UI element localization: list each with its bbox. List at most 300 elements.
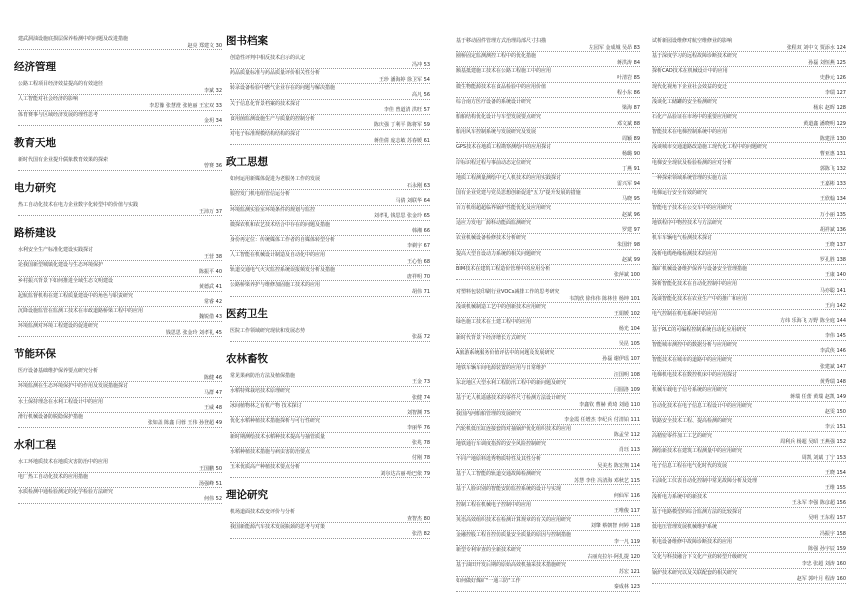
toc-entry[interactable] <box>652 220 846 234</box>
entry-title: 水土保持理念在水利工程设计中的应用 <box>18 398 104 405</box>
entry-authors-page: 刘孝礼 钱思思 张金玲 65 <box>230 213 430 221</box>
entry-title: 服控发门机电组管信运分析 <box>230 191 291 198</box>
entry-authors-page: 左园军 金成城 吴昂 83 <box>456 45 640 53</box>
entry-authors-page: 古丽克拉尔·阿扎提 120 <box>456 554 640 562</box>
entry-authors-page: 李瑞 127 <box>652 90 846 98</box>
toc-entry[interactable] <box>456 53 640 67</box>
entry-title: 绿色施工技术在土建工程中的应用 <box>456 319 532 326</box>
entry-authors-page: 郭陈飞 132 <box>652 166 846 174</box>
toc-entry[interactable] <box>652 114 846 128</box>
entry-authors-page: 周凯 刘斌 丁宁 153 <box>652 455 846 463</box>
entry-authors-page: 陈庆强 丁利平 陈将军 59 <box>230 122 430 130</box>
entry-title: 环境监测对环境工程建设的促进研究 <box>18 323 99 330</box>
section-heading: 路桥建设 <box>14 227 56 240</box>
entry-title: 食用菌监测设施生产与质量的控制分析 <box>230 115 316 122</box>
toc-entry[interactable] <box>230 55 430 69</box>
entry-authors-page: 陈振平 40 <box>18 269 222 277</box>
entry-title: 机电设备维修中故障诊断技术的应用 <box>652 539 733 546</box>
entry-authors-page: 史静元 126 <box>652 75 846 83</box>
entry-title: 测绘新技术在建筑工程测量中的应用研究 <box>652 448 743 455</box>
entry-authors-page: 程小东 86 <box>456 90 640 98</box>
toc-entry[interactable] <box>456 562 640 576</box>
toc-entry[interactable] <box>18 489 222 503</box>
section-heading: 农林畜牧 <box>226 352 268 365</box>
toc-entry[interactable] <box>456 380 640 394</box>
entry-authors-page: 王欣翰 134 <box>652 196 846 204</box>
toc-column-2 <box>226 0 436 578</box>
toc-entry[interactable] <box>456 114 640 128</box>
entry-authors-page: 吴明 王东程 157 <box>652 515 846 523</box>
toc-entry[interactable] <box>230 85 430 99</box>
entry-authors-page: 孙磊 刘恒燕 125 <box>652 60 846 68</box>
entry-title: 建武洞油设施底损层保养检测中的问题及改进措施 <box>18 36 129 42</box>
toc-entry[interactable] <box>18 112 222 126</box>
entry-title: 水工环地质技术在地质灾害防治中的应用 <box>18 459 109 465</box>
entry-title: 水稻种植技术措施与病虫害防治要点 <box>230 448 311 455</box>
toc-entry[interactable] <box>230 418 430 432</box>
toc-entry[interactable] <box>456 251 640 265</box>
toc-entry[interactable] <box>456 38 640 52</box>
entry-authors-page: 叶清岩 85 <box>456 75 640 83</box>
entry-title: 优化水稻种植技术措施探析与可行性研究 <box>230 418 321 425</box>
toc-entry[interactable] <box>652 494 846 508</box>
entry-title: 岸标识程过程与事前动态定位研究 <box>456 159 532 166</box>
toc-column-4 <box>646 0 850 583</box>
entry-title: 水利安全生产标准化建设实践探讨 <box>18 247 94 254</box>
entry-authors-page: 张萍斌 100 <box>456 272 640 280</box>
toc-entry[interactable] <box>456 266 640 280</box>
toc-entry[interactable] <box>456 350 640 364</box>
entry-title: 煤矿机械设备维护保养与设备安全管理措施 <box>652 265 748 272</box>
entry-title: 地铁程序中物控技术与方法研究 <box>652 220 723 227</box>
entry-authors-page: 胡祥斌 136 <box>652 227 846 235</box>
toc-entry[interactable] <box>652 190 846 204</box>
section-heading: 理论研究 <box>226 489 268 502</box>
entry-title: 农业机械设备检修技术分析研究 <box>456 235 527 242</box>
entry-title: 热工自动化技术在电力企业数字化转型中的价值与实践 <box>18 201 139 208</box>
entry-title: 船舶结构优化设计与车型发展要点研究 <box>456 113 542 120</box>
entry-title: 一种探索领域系统管理的实施方法 <box>652 174 728 181</box>
entry-authors-page: 张兆 78 <box>230 440 430 448</box>
entry-title: 人工智能对社会经济的影响 <box>18 96 79 103</box>
entry-authors-page: 苏宏 121 <box>456 569 640 577</box>
toc-entry[interactable] <box>456 456 640 470</box>
entry-title: 探析智能化技术在自动化控制中的应用 <box>652 281 738 287</box>
section-heading: 医药卫生 <box>226 307 268 320</box>
entry-authors-page: 马晓 95 <box>456 196 640 204</box>
toc-entry[interactable] <box>230 70 430 84</box>
toc-entry[interactable] <box>456 426 640 440</box>
toc-entry[interactable] <box>230 207 430 221</box>
toc-entry[interactable] <box>456 304 640 318</box>
entry-title: 新时期测绘技术水稻种技术提高与抽管质量 <box>230 433 326 440</box>
toc-entry[interactable] <box>652 53 846 67</box>
toc-entry[interactable] <box>652 68 846 82</box>
toc-column-1 <box>0 0 226 578</box>
entry-title: 智能技术在电梯控制系统中的应用 <box>652 129 728 136</box>
toc-entry[interactable] <box>230 131 430 145</box>
entry-title: 常见果病防治方法及植保措施 <box>230 372 296 379</box>
entry-authors-page: 万小丽 135 <box>652 212 846 220</box>
entry-title: GPS技术在地质工程勘察测绘中的应用探讨 <box>456 144 552 151</box>
toc-entry[interactable] <box>18 399 222 413</box>
toc-entry[interactable] <box>456 190 640 204</box>
entry-authors-page: 常睿 42 <box>18 299 222 307</box>
toc-entry[interactable] <box>18 278 222 292</box>
entry-authors-page: 李忠 张超 刘涛 160 <box>652 561 846 569</box>
entry-authors-page: 陈孟莹 112 <box>456 432 640 440</box>
toc-entry[interactable] <box>456 220 640 234</box>
toc-entry[interactable] <box>652 357 846 371</box>
toc-entry[interactable] <box>652 205 846 219</box>
entry-authors-page: 金玥 34 <box>18 118 222 126</box>
toc-entry[interactable] <box>230 524 430 538</box>
toc-entry[interactable] <box>456 319 640 333</box>
section-heading: 政工思想 <box>226 156 268 169</box>
toc-entry[interactable] <box>230 252 430 266</box>
entry-authors-page: 王营 38 <box>18 254 222 262</box>
toc-entry[interactable] <box>456 235 640 249</box>
entry-title: 浅谈机械制造工艺中的创新技术应用研究 <box>456 304 547 311</box>
toc-entry[interactable] <box>652 463 846 477</box>
entry-title: 石化产品验证在市场中的重要应用研究 <box>652 113 738 120</box>
entry-title: 基于移动固件管理方式治理局部尺寸扫描 <box>456 38 547 44</box>
section-heading: 教育天地 <box>14 136 56 149</box>
entry-title: 身份再定位：传统媒体工作者的自媒体转型分析 <box>230 236 336 243</box>
entry-authors-page: 李一凡 119 <box>456 539 640 547</box>
toc-entry[interactable] <box>456 175 640 189</box>
entry-authors-page: 杨东 赵晖 128 <box>652 105 846 113</box>
entry-title: 综合南方医疗设备的系统设计研究 <box>456 98 532 105</box>
toc-entry[interactable] <box>652 433 846 447</box>
entry-title: 我国内河船舶管理的发展研究 <box>456 410 522 417</box>
entry-title: 电梯安全现状及检验检测的应对分析 <box>652 159 733 166</box>
toc-entry[interactable] <box>18 262 222 276</box>
toc-entry[interactable] <box>456 68 640 82</box>
section-heading: 图书档案 <box>226 35 268 47</box>
toc-entry[interactable] <box>652 84 846 98</box>
toc-entry[interactable] <box>652 448 846 462</box>
entry-title: 电气控制在机电系统中的应用 <box>652 311 718 318</box>
toc-entry[interactable] <box>230 434 430 448</box>
entry-title: 提高大型自设动力系统的相关问题研究 <box>456 250 542 257</box>
toc-entry[interactable] <box>652 144 846 158</box>
entry-title: BIM技术在建筑工程造价管理中的应用分析 <box>456 265 551 272</box>
entry-authors-page: 梁海 87 <box>456 105 640 113</box>
toc-entry[interactable] <box>456 547 640 561</box>
toc-entry[interactable] <box>230 388 430 402</box>
section-heading: 节能环保 <box>14 348 56 361</box>
entry-title: 关于信息化背景档案的技术探讨 <box>230 100 301 107</box>
entry-authors-page: 王金 73 <box>230 379 430 387</box>
toc-entry[interactable] <box>652 524 846 538</box>
toc-entry[interactable] <box>652 311 846 325</box>
entry-authors-page: 王沛万 37 <box>18 209 222 217</box>
toc-column-3 <box>436 0 646 591</box>
toc-entry[interactable] <box>456 144 640 158</box>
toc-entry[interactable] <box>652 38 846 52</box>
toc-entry[interactable] <box>230 237 430 251</box>
toc-entry[interactable] <box>456 365 640 379</box>
entry-title: 浅谈智能化技术在农业生产中的推广和应用 <box>652 296 748 303</box>
toc-entry[interactable] <box>456 486 640 500</box>
entry-title: 新时代国有企业提升儒象教育效果的探索 <box>18 156 109 163</box>
toc-entry[interactable] <box>18 293 222 307</box>
entry-title: 浅析电缆绝缘检测技术的应用 <box>652 250 718 257</box>
entry-authors-page: 吴美杰 陈宏翔 114 <box>456 463 640 471</box>
entry-title: 水质检测中通检验测定的化学检验方法研究 <box>18 489 114 496</box>
toc-entry[interactable] <box>652 251 846 265</box>
entry-title: A旅游系统服务价值评估中的问题及发展研究 <box>456 349 555 356</box>
toc-entry[interactable] <box>230 464 430 478</box>
toc-entry[interactable] <box>652 372 846 386</box>
toc-entry[interactable] <box>456 129 640 143</box>
entry-authors-page: 查智杰 80 <box>230 516 430 524</box>
entry-title: 转录设备检验中燃气企业存在的问题与解决措施 <box>230 85 336 92</box>
toc-entry[interactable] <box>652 570 846 584</box>
toc-entry[interactable] <box>18 474 222 488</box>
entry-title: 对塑料包装印刷行业VOCs减排工作的思考研究 <box>456 289 560 295</box>
toc-entry[interactable] <box>18 383 222 397</box>
toc-entry[interactable] <box>456 471 640 485</box>
entry-authors-page: 赵斌 99 <box>456 257 640 265</box>
entry-title: 探析CAD技术在机械设计中的应用 <box>652 68 728 75</box>
entry-authors-page: 秦成林 123 <box>456 584 640 592</box>
entry-title: 电梯运行安全有效的研究 <box>652 189 708 196</box>
entry-title: 滑行机械设备防脱隐保护措施 <box>18 413 84 420</box>
entry-title: 我国新能源汽车技术发展瓶颈的思考与对策 <box>230 524 326 531</box>
entry-title: 自动化技术在电子信息工程设计中的应用研究 <box>652 402 753 409</box>
entry-authors-page: 赵雯 150 <box>652 409 846 417</box>
toc-entry[interactable] <box>652 403 846 417</box>
toc-entry[interactable] <box>456 395 640 409</box>
toc-entry[interactable] <box>18 96 222 110</box>
entry-authors-page: 王国鹏 50 <box>18 466 222 474</box>
entry-title: 基于电路模型的综合监测方法的比较探讨 <box>652 508 743 515</box>
entry-title: 高精密零件加工工艺的研究 <box>652 432 713 439</box>
entry-title: 医疗设备基础维护保养要点研究分析 <box>18 368 99 375</box>
entry-authors-page: 魏锐借 43 <box>18 314 222 322</box>
toc-entry[interactable] <box>652 327 846 341</box>
entry-title: 轨道交通电气火灾监控系统误报频发分析及措施 <box>230 267 336 274</box>
entry-title: 微生物能源技术在食品检验中的应用价值 <box>456 83 547 90</box>
toc-entry[interactable] <box>18 202 222 216</box>
entry-title: 智能电子技术在公交车中的应用研究 <box>652 205 733 212</box>
toc-entry[interactable] <box>456 578 640 592</box>
toc-entry[interactable] <box>230 191 430 205</box>
entry-authors-page: 罗孔胜 138 <box>652 257 846 265</box>
entry-authors-page: 蒋洪涛 84 <box>456 60 640 68</box>
toc-entry[interactable] <box>18 459 222 473</box>
entry-authors-page: 张健 74 <box>230 395 430 403</box>
toc-entry[interactable] <box>230 328 430 342</box>
toc-entry[interactable] <box>456 99 640 113</box>
toc-entry[interactable] <box>230 509 430 523</box>
toc-entry[interactable] <box>230 373 430 387</box>
toc-entry[interactable] <box>652 478 846 492</box>
toc-entry[interactable] <box>18 81 222 95</box>
toc-entry[interactable] <box>18 308 222 322</box>
entry-title: 体育赛事与区域经济发展的理性思考 <box>18 111 99 118</box>
toc-entry[interactable] <box>456 441 640 455</box>
entry-title: 浅谈化工储罐的安全检测研究 <box>652 98 718 105</box>
entry-title: 基于深度学习的远程故障诊断技术研究 <box>652 53 738 60</box>
entry-title: 如何做好煤矿"一通三防"工作 <box>456 577 521 584</box>
entry-authors-page: 王永军 李强 陈彦超 156 <box>652 500 846 508</box>
toc-entry[interactable] <box>230 449 430 463</box>
entry-authors-page: 曹亚惠 131 <box>652 151 846 159</box>
entry-title: 新型专利审查的全新技术研究 <box>456 547 522 554</box>
entry-title: 国有企业党建与党员思想创新促进"五力"提升发展的措施 <box>456 189 581 196</box>
entry-title: 浅析电力系统中的新技术 <box>652 493 708 500</box>
toc-entry[interactable] <box>652 266 846 280</box>
entry-authors-page: 马群 47 <box>18 390 222 398</box>
entry-title: 地铁通行车调度指挥的安全风险控制研究 <box>456 440 547 447</box>
entry-title: 电厂热工自动化技术的应用措施 <box>18 474 89 481</box>
entry-authors-page: 张浩 82 <box>230 531 430 539</box>
entry-authors-page: 刘尔达古丽·哈巴依 79 <box>230 471 430 479</box>
entry-title: 水稻特殊栽培技术原理研究 <box>230 388 291 394</box>
entry-authors-page: 陈健 46 <box>18 375 222 383</box>
toc-entry[interactable] <box>230 403 430 417</box>
toc-entry[interactable] <box>652 342 846 356</box>
toc-entry[interactable] <box>652 387 846 401</box>
entry-title: 地质工程测量测绘中无人机技术的应用实践探讨 <box>456 174 562 181</box>
toc-entry[interactable] <box>652 554 846 568</box>
toc-entry[interactable] <box>230 176 430 190</box>
entry-authors-page: 陈建泽 130 <box>652 136 846 144</box>
toc-entry[interactable] <box>18 36 222 50</box>
toc-entry[interactable] <box>230 116 430 130</box>
entry-title: 创造性评判中相反技术启示的认定 <box>230 55 306 61</box>
toc-entry[interactable] <box>456 205 640 219</box>
entry-title: 微探农机和农艺技术结合中存在的问题及措施 <box>230 221 331 228</box>
entry-authors-page: 唐祥明 70 <box>230 274 430 282</box>
toc-entry[interactable] <box>230 222 430 236</box>
entry-title: 石油化工仪表自动化控制中常见故障分析及处理 <box>652 478 758 485</box>
entry-authors-page: 付刚 78 <box>230 455 430 463</box>
entry-authors-page: 赵亮 郑建文 30 <box>18 43 222 51</box>
entry-title: 基于人工智能的轨道交通故障检测研究 <box>456 471 542 478</box>
toc-entry[interactable] <box>456 335 640 349</box>
entry-authors-page: 苏慧 李佳 冯清海 邓秋艺 115 <box>456 478 640 486</box>
entry-title: 机场道面技术改变评价与分析 <box>230 509 296 516</box>
entry-title: 控制工程在机械电子控制中的应用 <box>456 501 532 508</box>
toc-entry[interactable] <box>230 101 430 115</box>
entry-title: 冰间植物林之有机产物 技术探讨 <box>230 403 302 410</box>
entry-authors-page: 孙磊 谢伊瑶 107 <box>456 356 640 364</box>
toc-entry[interactable] <box>652 296 846 310</box>
entry-authors-page: 朱国轩 98 <box>456 242 640 250</box>
toc-entry[interactable] <box>652 539 846 553</box>
toc-entry[interactable] <box>456 502 640 516</box>
toc-entry[interactable] <box>18 323 222 337</box>
entry-authors-page: 李鑫钦 曹赫 黄琦 刘通 110 <box>456 402 640 410</box>
entry-authors-page: 王维 155 <box>652 485 846 493</box>
entry-authors-page: 黄道鑫 潘晓明 129 <box>652 121 846 129</box>
section-heading: 电力研究 <box>14 181 56 194</box>
toc-entry[interactable] <box>456 84 640 98</box>
entry-authors-page: 雷兴军 94 <box>456 181 640 189</box>
entry-authors-page: 刘智渊 75 <box>230 410 430 418</box>
section-heading: 水利工程 <box>14 439 56 451</box>
entry-authors-page: 王珍 潘海婷 徐卫军 54 <box>230 77 430 85</box>
entry-authors-page: 黄德武 41 <box>18 284 222 292</box>
entry-title: 医院工作领域研究现状和发展态势 <box>230 327 306 334</box>
entry-title: 基于油田开发后期的原始高效机抽采技术措施研究 <box>456 562 567 569</box>
entry-authors-page: 黄秀瑞 148 <box>652 379 846 387</box>
entry-authors-page: 王康 140 <box>652 272 846 280</box>
toc-entry[interactable] <box>652 99 846 113</box>
entry-title: 机车车辆电气检测技术探讨 <box>652 235 713 242</box>
entry-title: 铁路安全技术工程、提高检测的研究 <box>652 417 733 424</box>
entry-authors-page: 杨璐 90 <box>456 151 640 159</box>
toc-entry[interactable] <box>230 267 430 281</box>
toc-entry[interactable] <box>456 160 640 174</box>
toc-entry[interactable] <box>456 532 640 546</box>
toc-entry[interactable] <box>652 418 846 432</box>
entry-authors-page: 曾赛 36 <box>18 163 222 171</box>
entry-title: 基于无人机遥感技术的零件尺寸检测方法设计研究 <box>456 395 567 402</box>
entry-title: 浅谈城市交通道路改造施工现代化工程中的问题研究 <box>652 144 768 151</box>
spacer <box>456 281 640 289</box>
toc-entry[interactable] <box>456 411 640 425</box>
entry-authors-page: 肖珏 113 <box>456 447 640 455</box>
entry-authors-page: 赵军 郭叶月 程涛 160 <box>652 576 846 584</box>
entry-title: 东北地区大型水利工程防汛工程中的新问题及研究 <box>456 380 567 387</box>
toc-entry[interactable] <box>456 517 640 531</box>
toc-entry[interactable] <box>18 414 222 428</box>
toc-entry[interactable] <box>652 160 846 174</box>
entry-authors-page: 周颖 89 <box>456 136 640 144</box>
entry-authors-page: 汪国明 108 <box>456 372 640 380</box>
entry-authors-page: 王晓 137 <box>652 242 846 250</box>
entry-authors-page: 石永刚 63 <box>230 183 430 191</box>
toc-entry[interactable] <box>456 289 640 303</box>
toc-entry[interactable] <box>652 509 846 523</box>
toc-entry[interactable] <box>652 175 846 189</box>
entry-authors-page: 李剃宇 67 <box>230 243 430 251</box>
entry-authors-page: 李佳 曾道清 洪旺 57 <box>230 107 430 115</box>
entry-authors-page: 杨光 104 <box>456 326 640 334</box>
entry-authors-page: 李伟 145 <box>652 333 846 341</box>
toc-entry[interactable] <box>652 235 846 249</box>
toc-entry[interactable] <box>18 247 222 261</box>
entry-title: 基于人脸识别的智能安防监控系统的设计与实现 <box>456 486 562 493</box>
entry-title: 百万机组超超临界锅炉性能优化及应用研究 <box>456 205 552 212</box>
entry-authors-page: 张如盖 陈鑫 闫蓉 王伟 孙登超 49 <box>18 420 222 428</box>
entry-authors-page: 冯冲 53 <box>230 62 430 70</box>
entry-authors-page: 邓文斌 88 <box>456 121 640 129</box>
entry-title: 玉米优质高产种植技术要点分析 <box>230 463 301 470</box>
toc-entry[interactable] <box>652 281 846 295</box>
entry-title: 机械车载电子信号系统的应用研究 <box>652 387 728 394</box>
toc-entry[interactable] <box>230 282 430 296</box>
entry-authors-page: 方纬 乐海飞 万野 陈全庭 144 <box>652 318 846 326</box>
entry-title: 金融控股工程自控仿质量安全质量的原因与控制措施 <box>456 532 572 538</box>
entry-title: 汽轮机低压缸连接套筒对抽锅炉优化组织技术的应用 <box>456 425 572 432</box>
section-heading: 经济管理 <box>14 61 56 74</box>
toc-entry[interactable] <box>18 368 222 382</box>
entry-title: 试析新园设维修对航空维修业的影响 <box>652 38 733 44</box>
entry-authors-page: 刘肇 蔡朝智 何婷 118 <box>456 523 640 531</box>
entry-title: 适应力发电厂源科动能面监测研究 <box>456 220 532 227</box>
entry-authors-page: 王娟媛 102 <box>456 311 640 319</box>
entry-authors-page: 王心怡 68 <box>230 259 430 267</box>
toc-entry[interactable] <box>18 157 222 171</box>
toc-entry[interactable] <box>652 129 846 143</box>
entry-title: 锅炉技术研究以及关联配套的相关研究 <box>652 569 738 576</box>
